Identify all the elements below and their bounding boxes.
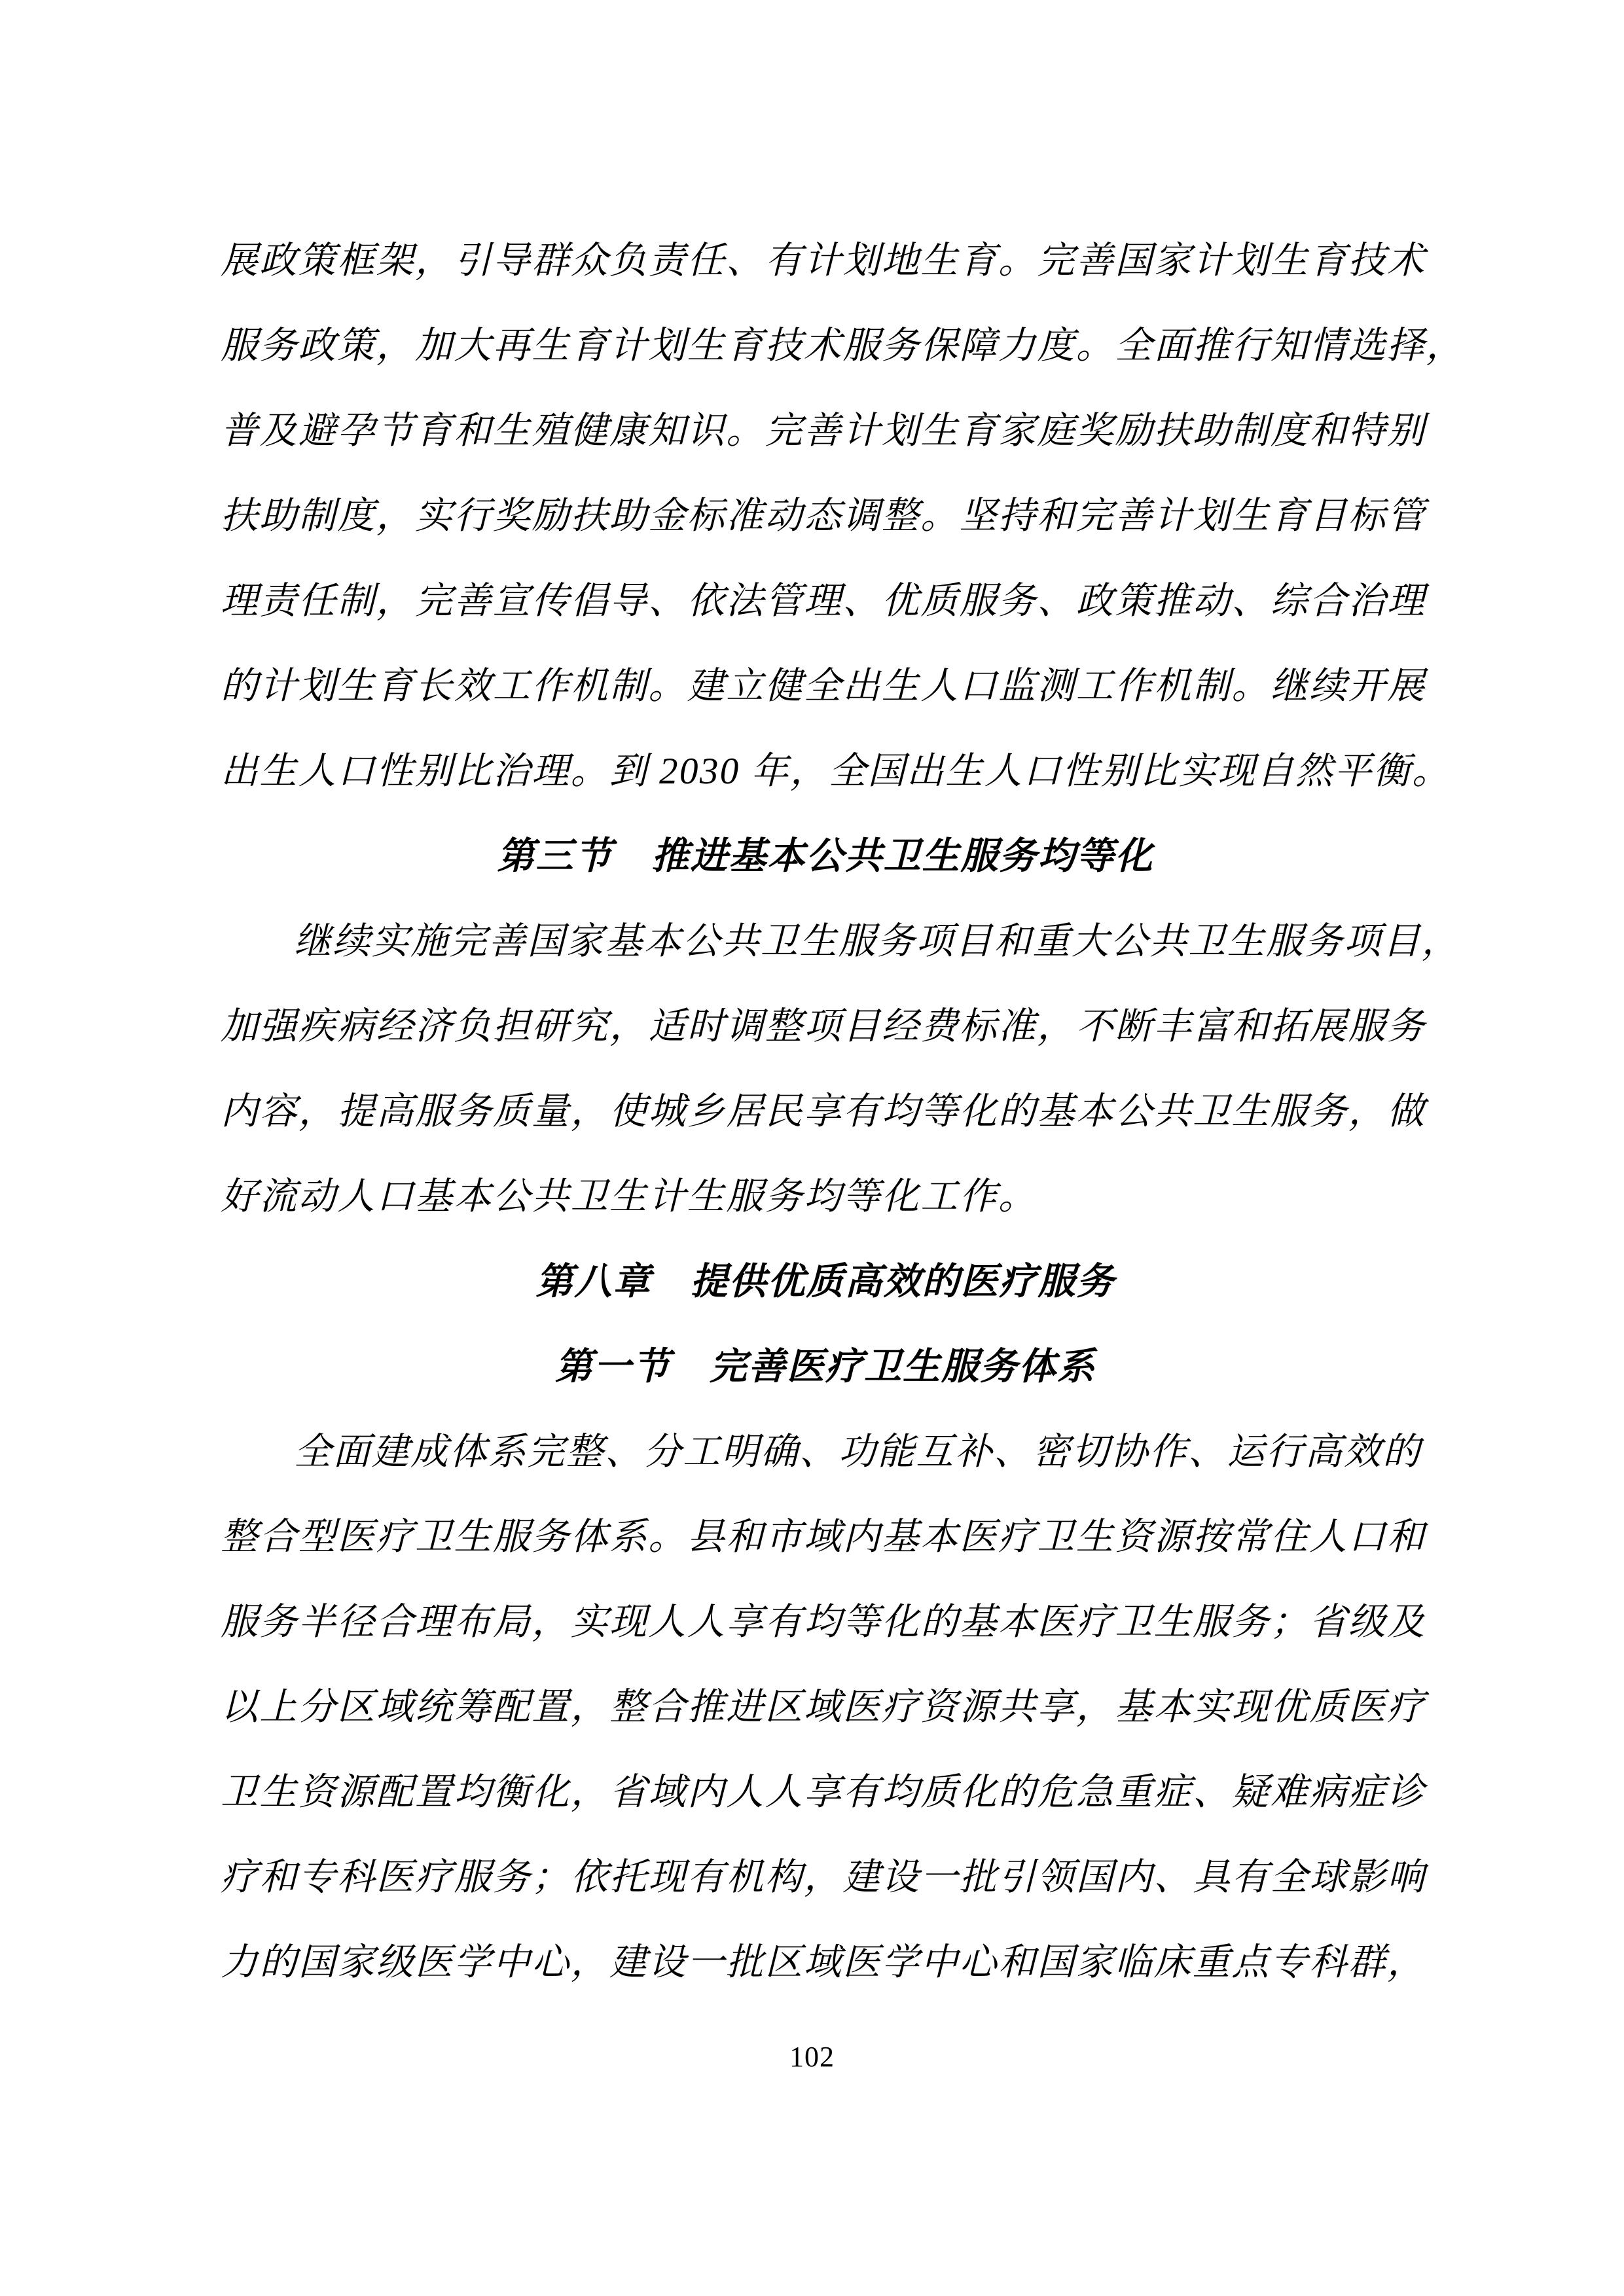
page-number: 102	[789, 2041, 835, 2073]
paragraph-line: 力的国家级医学中心，建设一批区域医学中心和国家临床重点专科群，	[221, 1942, 1426, 1983]
paragraph-line: 继续实施完善国家基本公共卫生服务项目和重大公共卫生服务项目，	[294, 921, 1460, 962]
paragraph-line: 卫生资源配置均衡化，省域内人人享有均质化的危急重症、疑难病症诊	[221, 1772, 1426, 1813]
paragraph-line: 普及避孕节育和生殖健康知识。完善计划生育家庭奖励扶助制度和特别	[221, 410, 1426, 452]
paragraph-line: 整合型医疗卫生服务体系。县和市域内基本医疗卫生资源按常住人口和	[221, 1516, 1426, 1558]
chapter-heading: 第八章 提供优质高效的医疗服务	[535, 1261, 1115, 1302]
paragraph-line: 好流动人口基本公共卫生计生服务均等化工作。	[221, 1176, 1038, 1217]
paragraph-line: 加强疾病经济负担研究，适时调整项目经费标准，不断丰富和拓展服务	[221, 1006, 1426, 1047]
paragraph-line: 内容，提高服务质量，使城乡居民享有均等化的基本公共卫生服务，做	[221, 1091, 1426, 1132]
paragraph-line: 全面建成体系完整、分工明确、功能互补、密切协作、运行高效的	[294, 1431, 1422, 1473]
paragraph-line: 理责任制，完善宣传倡导、依法管理、优质服务、政策推动、综合治理	[221, 581, 1426, 622]
text-block	[221, 219, 1465, 2005]
paragraph-line: 服务政策，加大再生育计划生育技术服务保障力度。全面推行知情选择，	[221, 325, 1465, 367]
section-heading: 第三节 推进基本公共卫生服务均等化	[497, 836, 1154, 877]
section-heading: 第一节 完善医疗卫生服务体系	[555, 1346, 1096, 1388]
paragraph-line: 的计划生育长效工作机制。建立健全出生人口监测工作机制。继续开展	[221, 666, 1426, 707]
paragraph-line: 展政策框架，引导群众负责任、有计划地生育。完善国家计划生育技术	[221, 240, 1426, 281]
paragraph-line: 以上分区域统筹配置，整合推进区域医疗资源共享，基本实现优质医疗	[221, 1687, 1426, 1728]
paragraph-line: 疗和专科医疗服务；依托现有机构，建设一批引领国内、具有全球影响	[221, 1857, 1426, 1898]
paragraph-line: 扶助制度，实行奖励扶助金标准动态调整。坚持和完善计划生育目标管	[221, 495, 1426, 537]
paragraph-line: 服务半径合理布局，实现人人享有均等化的基本医疗卫生服务；省级及	[221, 1602, 1426, 1643]
paragraph-line: 出生人口性别比治理。到 2030 年，全国出生人口性别比实现自然平衡。	[221, 751, 1451, 792]
